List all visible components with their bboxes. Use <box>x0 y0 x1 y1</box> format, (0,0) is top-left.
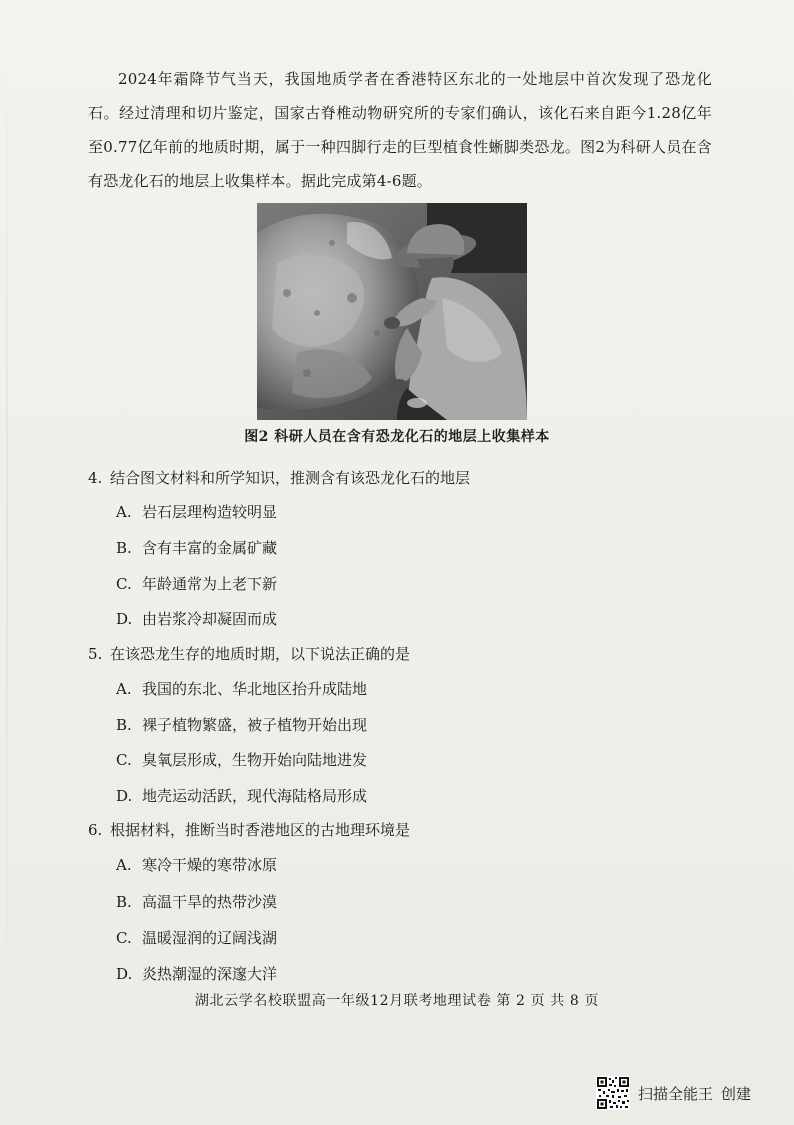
option-text: 寒冷干燥的寒带冰原 <box>142 856 278 874</box>
option-4c <box>116 572 277 596</box>
option-text: 温暖湿润的辽阔浅湖 <box>142 929 278 947</box>
figure-2-photo <box>257 203 527 420</box>
question-number: 5. <box>88 645 103 663</box>
option-key: D. <box>116 610 133 628</box>
question-number: 4. <box>88 469 103 487</box>
qr-code-icon <box>596 1076 630 1110</box>
scanner-watermark <box>596 1076 751 1110</box>
option-key: A. <box>116 680 132 698</box>
option-4d <box>116 607 277 631</box>
option-5a <box>116 677 367 701</box>
question-stem <box>88 642 410 666</box>
option-text: 炎热潮湿的深邃大洋 <box>142 965 278 983</box>
question-stem <box>88 818 410 842</box>
passage-line-4: 的地层上收集样本。据此完成第4-6题。 <box>164 172 432 190</box>
scanner-label <box>638 1083 751 1104</box>
option-text: 裸子植物繁盛，被子植物开始出现 <box>142 716 368 734</box>
reading-passage <box>88 62 712 198</box>
option-key: A. <box>116 856 132 874</box>
option-key: B. <box>116 893 132 911</box>
option-4a <box>116 500 277 524</box>
option-6a <box>116 853 277 877</box>
option-key: B. <box>116 539 132 557</box>
scanner-app-name: 扫描全能王 <box>638 1084 714 1103</box>
option-key: D. <box>116 965 133 983</box>
option-text: 臭氧层形成，生物开始向陆地进发 <box>142 751 368 769</box>
passage-line-3: 年前的地质时期，属于一种四脚行走的巨型植食性蜥脚类恐龙。图2为科研人员在含有恐龙化石 <box>88 138 712 190</box>
option-text: 含有丰富的金属矿藏 <box>142 539 278 557</box>
question-6 <box>88 818 410 842</box>
page-footer: 湖北云学名校联盟高一年级12月联考地理试卷 第 2 页 共 8 页 <box>194 993 600 1009</box>
option-text: 高温干旱的热带沙漠 <box>142 893 278 911</box>
scan-edge-shadow <box>6 0 8 1060</box>
question-text: 在该恐龙生存的地质时期，以下说法正确的是 <box>110 645 411 663</box>
passage-line-2: 过清理和切片鉴定，国家古脊椎动物研究所的专家们确认，该化石来自距今1.28亿年至0.77亿 <box>88 104 712 156</box>
option-key: B. <box>116 716 132 734</box>
option-6d <box>116 962 277 986</box>
option-text: 我国的东北、华北地区抬升成陆地 <box>142 680 368 698</box>
option-text: 地壳运动活跃，现代海陆格局形成 <box>142 787 368 805</box>
option-key: C. <box>116 929 132 947</box>
option-key: C. <box>116 751 132 769</box>
question-4 <box>88 466 470 490</box>
figure-caption: 图2 科研人员在含有恐龙化石的地层上收集样本 <box>244 429 550 445</box>
scanner-action: 创建 <box>721 1084 752 1103</box>
question-text: 结合图文材料和所学知识，推测含有该恐龙化石的地层 <box>110 469 471 487</box>
option-6b <box>116 890 277 914</box>
passage-line-1: 2024年霜降节气当天，我国地质学者在香港特区东北的一处地层中首次发现了恐龙化石。经 <box>88 70 712 122</box>
option-text: 岩石层理构造较明显 <box>142 503 278 521</box>
option-6c <box>116 926 277 950</box>
passage-text <box>88 62 712 198</box>
researcher-photo-illustration <box>257 203 527 420</box>
option-key: A. <box>116 503 132 521</box>
option-5d <box>116 784 367 808</box>
option-5c <box>116 748 367 772</box>
option-text: 由岩浆冷却凝固而成 <box>142 610 278 628</box>
option-text: 年龄通常为上老下新 <box>142 575 278 593</box>
option-4b <box>116 536 277 560</box>
option-key: D. <box>116 787 133 805</box>
question-text: 根据材料，推断当时香港地区的古地理环境是 <box>110 821 411 839</box>
question-5 <box>88 642 410 666</box>
option-key: C. <box>116 575 132 593</box>
question-stem <box>88 466 470 490</box>
question-number: 6. <box>88 821 103 839</box>
option-5b <box>116 713 367 737</box>
